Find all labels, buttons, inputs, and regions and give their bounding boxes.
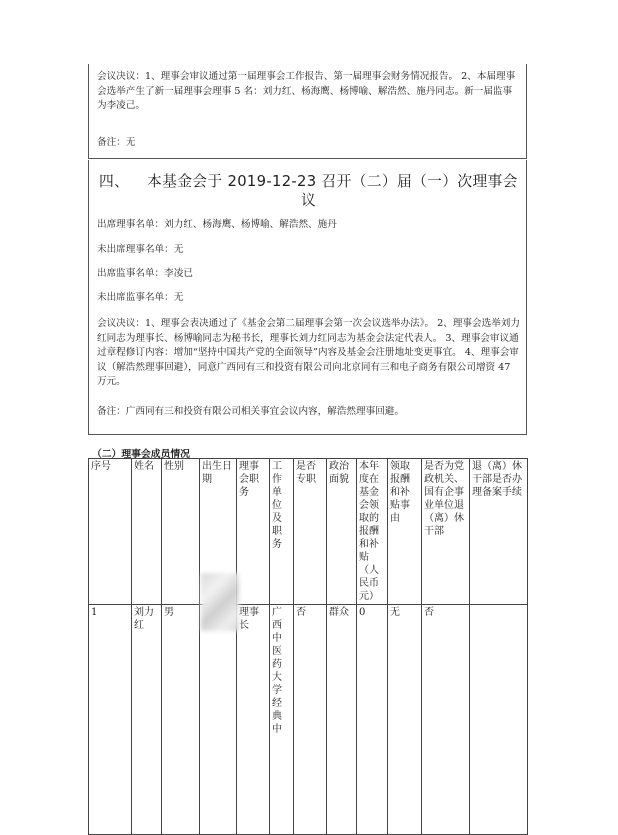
header-cell: 退（离）休干部是否办理备案手续 — [470, 459, 528, 605]
meeting-title-line2: 议 — [300, 192, 317, 209]
attended-directors: 出席理事名单：刘力红、杨海鹰、杨博喻、解浩然、施丹 — [97, 219, 337, 230]
absent-directors: 未出席理事名单：无 — [97, 244, 184, 255]
meeting-title-line1: 本基金会于 2019-12-23 召开（二）届（一）次理事会 — [147, 173, 518, 190]
header-cell: 姓名 — [132, 459, 162, 605]
cell-name: 刘力红 — [132, 605, 162, 835]
meeting-remark: 备注：广西同有三和投资有限公司相关事宜会议内容，解浩然理事回避。 — [97, 406, 404, 417]
header-cell: 序号 — [89, 459, 132, 605]
header-cell: 理事会职务 — [237, 459, 270, 605]
header-cell: 领取报酬和补贴事由 — [388, 459, 422, 605]
meeting-resolution: 会议决议：1、理事会表决通过了《基金会第二届理事会第一次会议选举办法》。 2、理事会选举刘力红同志为理事长、杨博喻同志为秘书长，理事长刘力红同志为基金会法定代表人。 3、理事会审议通过章程修订内容：增加“坚持中国共产党的全面领导”内容及基金会注册地址变更事宜。 4、理事会审议（解浩然理事回避），同意广西同有三和投资有限公司向北京同有三和电子商务有限公司增资 47 万元。 — [97, 318, 520, 387]
cell-gender: 男 — [162, 605, 200, 835]
redacted-birth-date — [201, 573, 239, 631]
attended-supervisors: 出席监事名单：李凌已 — [97, 268, 193, 279]
board-members-table — [88, 458, 528, 835]
cell-full-time: 否 — [294, 605, 327, 835]
cell-index: 1 — [89, 605, 132, 835]
header-cell: 政治面貌 — [327, 459, 357, 605]
table-header-row — [89, 459, 528, 605]
cell-board-position: 理事长 — [237, 605, 270, 835]
cell-filing — [470, 605, 528, 835]
header-cell: 工作单位及职务 — [270, 459, 294, 605]
table-row — [89, 605, 528, 835]
cell-remuneration: 0 — [357, 605, 388, 835]
absent-supervisors: 未出席监事名单：无 — [97, 292, 184, 303]
section-title: （二）理事会成员情况 — [92, 449, 190, 460]
previous-meeting-remark: 备注：无 — [97, 137, 136, 148]
meeting-box — [88, 160, 527, 435]
cell-political-status: 群众 — [327, 605, 357, 835]
previous-meeting-resolution: 会议决议：1、理事会审议通过第一届理事会工作报告、第一届理事会财务情况报告。 2、本届理事会选举产生了新一届理事会理事 5 名：刘力红、杨海鹰、杨博喻、解浩然、施丹同志。新一届监事为李凌己。 — [97, 71, 516, 111]
header-cell: 是否为党政机关、国有企事业单位退（离）休干部 — [422, 459, 470, 605]
cell-remuneration-reason: 无 — [388, 605, 422, 835]
meeting-heading — [97, 172, 520, 210]
meeting-number: 四、 — [99, 173, 130, 190]
cell-retired-cadre: 否 — [422, 605, 470, 835]
header-cell: 是否专职 — [294, 459, 327, 605]
previous-meeting-box — [88, 64, 527, 159]
header-cell: 出生日期 — [200, 459, 237, 605]
cell-birth-date — [200, 605, 237, 835]
header-cell: 性别 — [162, 459, 200, 605]
header-cell: 本年度在基金会领取的报酬和补贴（人民币元） — [357, 459, 388, 605]
cell-workplace: 广西中医药大学经典中 — [270, 605, 294, 835]
